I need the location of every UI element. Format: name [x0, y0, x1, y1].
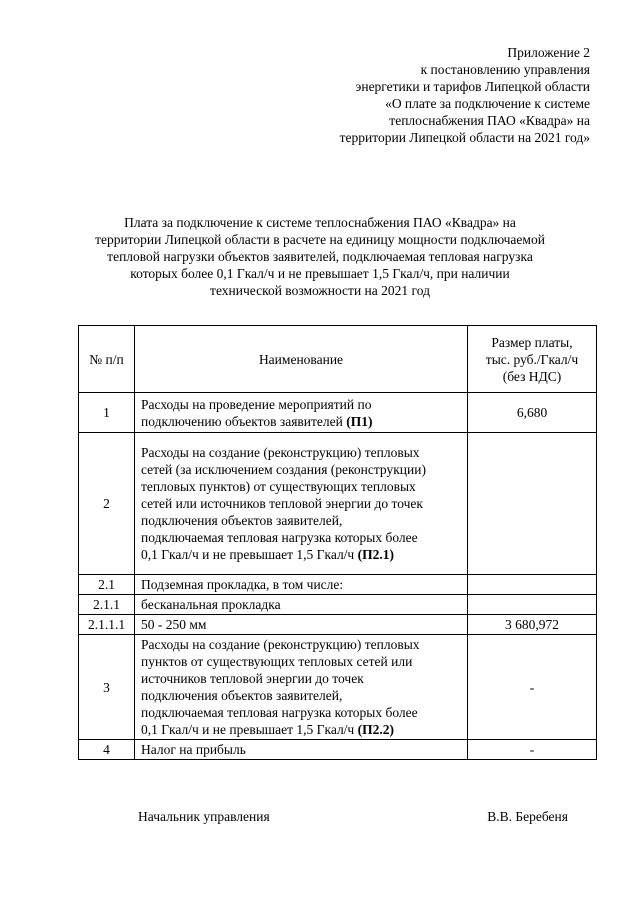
appendix-line: территории Липецкой области на 2021 год»	[339, 130, 590, 145]
row-name: Налог на прибыль	[135, 740, 468, 760]
row-code: (П2.1)	[357, 547, 394, 562]
row-name: Расходы на создание (реконструкцию) тепловых сетей (за исключением создания (реконструкции) тепловых пунктов) от существующих тепловых сетей или источников тепловой энергии до точек подключения объектов заявителей, подключаемая тепловая нагрузка которых более 0,1 Гкал/ч и не превышает 1,5 Гкал/ч	[141, 445, 426, 562]
table-row	[79, 635, 597, 740]
row-value	[468, 433, 597, 575]
row-name: бесканальная прокладка	[135, 595, 468, 615]
title-line: тепловой нагрузки объектов заявителей, подключаемая тепловая нагрузка	[107, 249, 533, 264]
tariff-table	[78, 325, 597, 760]
signature-block	[138, 808, 568, 825]
row-name: Расходы на проведение мероприятий по подключению объектов заявителей	[141, 396, 372, 429]
appendix-line: к постановлению управления	[420, 62, 590, 77]
row-name-cell	[135, 433, 468, 575]
row-name: Подземная прокладка, в том числе:	[135, 575, 468, 595]
row-name: 50 - 250 мм	[135, 615, 468, 635]
document-title	[70, 214, 570, 299]
row-value: -	[468, 740, 597, 760]
title-line: которых более 0,1 Гкал/ч и не превышает 1,5 Гкал/ч, при наличии	[130, 266, 510, 281]
row-num: 3	[79, 635, 135, 740]
header-num: № п/п	[79, 326, 135, 393]
header-name: Наименование	[135, 326, 468, 393]
row-value	[468, 575, 597, 595]
row-name-cell	[135, 393, 468, 433]
row-value	[468, 595, 597, 615]
table-row	[79, 595, 597, 615]
row-code: (П1)	[346, 413, 373, 429]
table-row	[79, 393, 597, 433]
row-value: -	[468, 635, 597, 740]
row-num: 2.1.1	[79, 595, 135, 615]
row-value: 6,680	[468, 393, 597, 433]
row-num: 2.1.1.1	[79, 615, 135, 635]
row-num: 1	[79, 393, 135, 433]
row-num: 2.1	[79, 575, 135, 595]
appendix-line: «О плате за подключение к системе	[385, 96, 590, 111]
appendix-line: Приложение 2	[507, 45, 590, 60]
row-code: (П2.2)	[357, 722, 394, 737]
row-num: 2	[79, 433, 135, 575]
row-name-cell	[135, 635, 468, 740]
title-line: Плата за подключение к системе теплоснабжения ПАО «Квадра» на	[124, 215, 516, 230]
row-name: Расходы на создание (реконструкцию) тепловых пунктов от существующих тепловых сетей или источников тепловой энергии до точек подключения объектов заявителей, подключаемая тепловая нагрузка которых более 0,1 Гкал/ч и не превышает 1,5 Гкал/ч	[141, 637, 420, 737]
title-line: территории Липецкой области в расчете на единицу мощности подключаемой	[95, 232, 545, 247]
header-fee: Размер платы, тыс. руб./Гкал/ч (без НДС)	[468, 326, 597, 393]
signatory-name: В.В. Беребеня	[487, 809, 568, 824]
table-row	[79, 433, 597, 575]
row-num: 4	[79, 740, 135, 760]
table-header-row	[79, 326, 597, 393]
table-row	[79, 615, 597, 635]
appendix-block	[270, 44, 590, 146]
title-line: технической возможности на 2021 год	[210, 283, 430, 298]
appendix-line: энергетики и тарифов Липецкой области	[355, 79, 590, 94]
appendix-line: теплоснабжения ПАО «Квадра» на	[389, 113, 590, 128]
signatory-position: Начальник управления	[138, 809, 270, 824]
table-row	[79, 740, 597, 760]
row-value: 3 680,972	[468, 615, 597, 635]
table-row	[79, 575, 597, 595]
